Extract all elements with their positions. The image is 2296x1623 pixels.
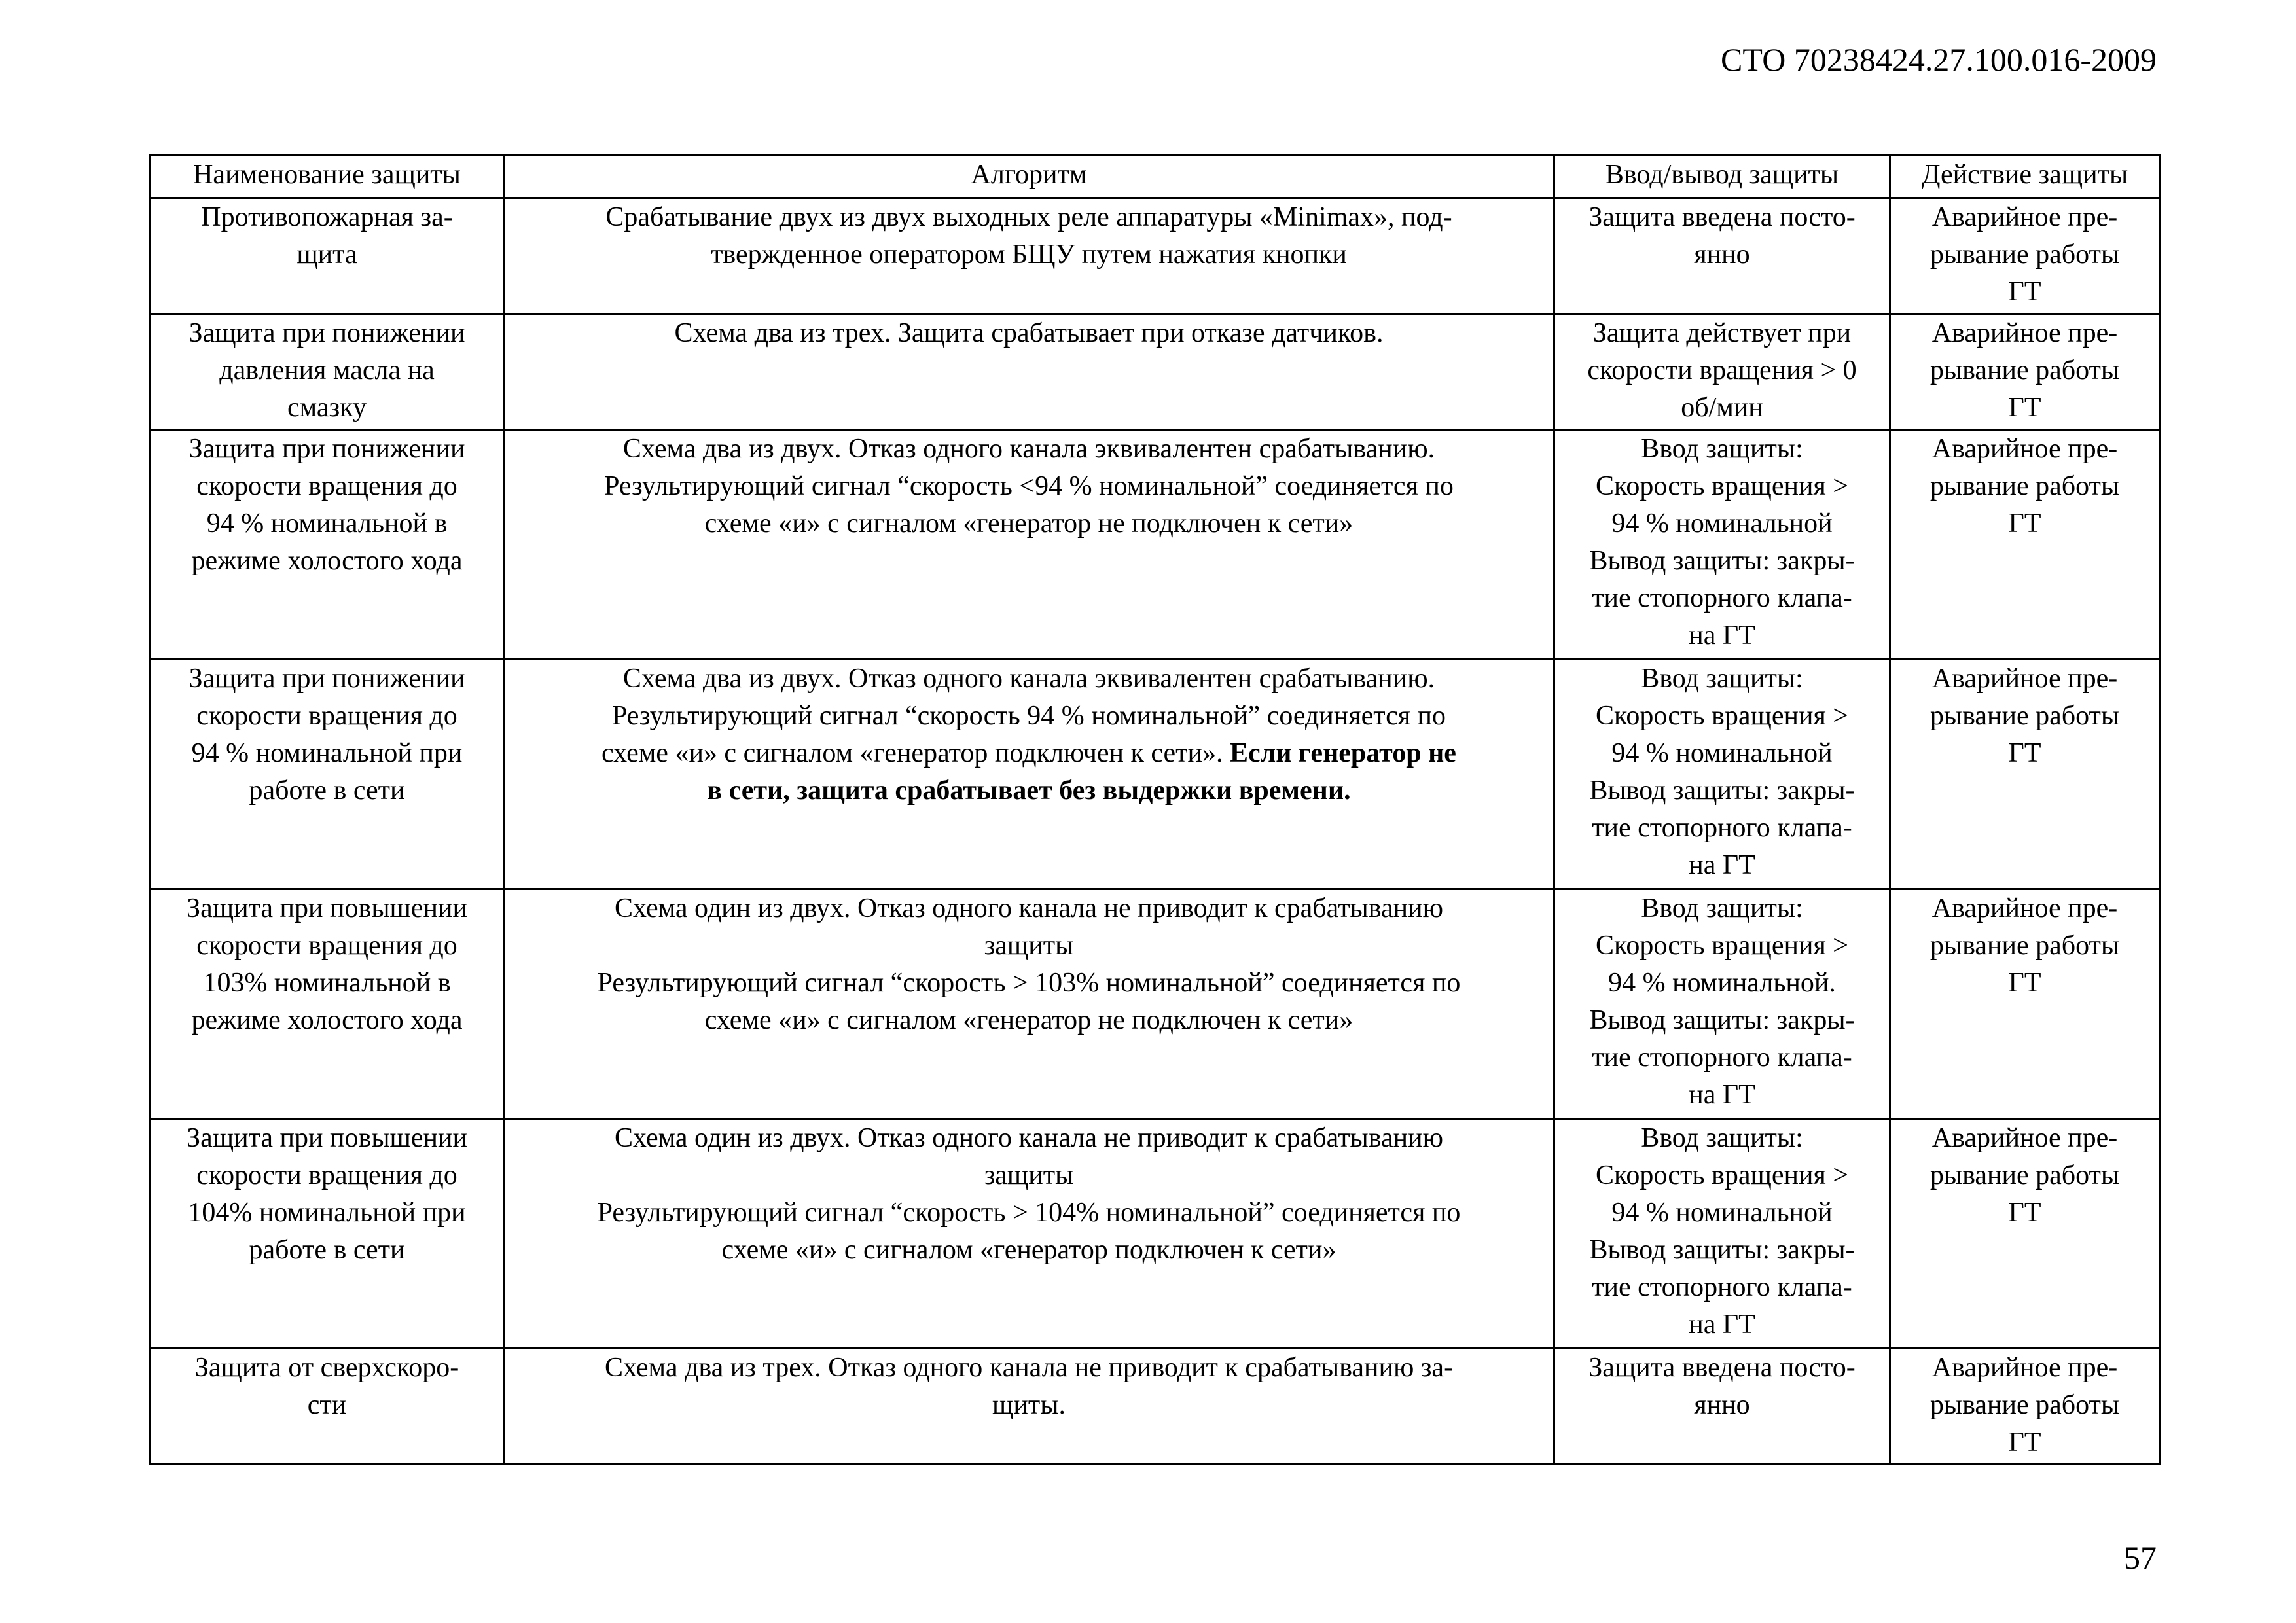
- algorithm-cell: [504, 889, 1554, 1119]
- algorithm-text: Схема два из трех. Отказ одного канала не приводит к срабатыванию за- щиты.: [604, 1353, 1454, 1420]
- column-header-algorithm: Алгоритм: [504, 156, 1554, 198]
- table-row: [151, 314, 2160, 430]
- protection-name-cell: Защита при понижении скорости вращения до 94 % номинальной в режиме холостого хода: [151, 430, 504, 660]
- document-code: СТО 70238424.27.100.016-2009: [1721, 41, 2157, 78]
- column-header-name: Наименование защиты: [151, 156, 504, 198]
- column-header-action: Действие защиты: [1890, 156, 2160, 198]
- io-cell: Ввод защиты: Скорость вращения > 94 % номинальной Вывод защиты: закры- тие стопорного клапа- на ГТ: [1554, 660, 1890, 889]
- io-cell: Ввод защиты: Скорость вращения > 94 % номинальной. Вывод защиты: закры- тие стопорного клапа- на ГТ: [1554, 889, 1890, 1119]
- action-cell: Аварийное пре- рывание работы ГТ: [1890, 889, 2160, 1119]
- algorithm-text: Схема два из двух. Отказ одного канала эквивалентен срабатыванию. Результирующий сигнал “скорость 94 % номинальной” соединяется по схеме «и» с сигналом «генератор подключен к сети».: [601, 664, 1446, 768]
- table-row: [151, 1119, 2160, 1349]
- algorithm-cell: [504, 1119, 1554, 1349]
- protection-name-cell: Защита при понижении скорости вращения до 94 % номинальной при работе в сети: [151, 660, 504, 889]
- io-cell: Защита введена посто- янно: [1554, 1349, 1890, 1465]
- protection-name-cell: Защита при повышении скорости вращения до 103% номинальной в режиме холостого хода: [151, 889, 504, 1119]
- action-cell: Аварийное пре- рывание работы ГТ: [1890, 430, 2160, 660]
- algorithm-cell: [504, 1349, 1554, 1465]
- action-cell: Аварийное пре- рывание работы ГТ: [1890, 1119, 2160, 1349]
- action-cell: Аварийное пре- рывание работы ГТ: [1890, 314, 2160, 430]
- protection-table: [149, 154, 2161, 1465]
- protection-name-cell: Защита при повышении скорости вращения до 104% номинальной при работе в сети: [151, 1119, 504, 1349]
- algorithm-bold-text: Если генератор не в сети, защита срабатывает без выдержки времени.: [707, 738, 1456, 806]
- action-cell: Аварийное пре- рывание работы ГТ: [1890, 660, 2160, 889]
- table-row: [151, 660, 2160, 889]
- table-header-row: [151, 156, 2160, 198]
- page-number: 57: [2124, 1539, 2157, 1576]
- action-cell: Аварийное пре- рывание работы ГТ: [1890, 198, 2160, 314]
- io-cell: Ввод защиты: Скорость вращения > 94 % номинальной Вывод защиты: закры- тие стопорного клапа- на ГТ: [1554, 430, 1890, 660]
- protection-name-cell: Защита от сверхскоро- сти: [151, 1349, 504, 1465]
- algorithm-text: Схема один из двух. Отказ одного канала не приводит к срабатыванию защиты Результирующий сигнал “скорость > 104% номинальной” соединяется по схеме «и» с сигналом «генератор подключен к сети»: [597, 1123, 1461, 1265]
- io-cell: Защита введена посто- янно: [1554, 198, 1890, 314]
- action-cell: Аварийное пре- рывание работы ГТ: [1890, 1349, 2160, 1465]
- algorithm-text: Срабатывание двух из двух выходных реле аппаратуры «Minimax», под- твержденное оператором БЩУ путем нажатия кнопки: [605, 202, 1452, 270]
- protection-name-cell: Защита при понижении давления масла на смазку: [151, 314, 504, 430]
- table-row: [151, 198, 2160, 314]
- table-row: [151, 1349, 2160, 1465]
- algorithm-text: Схема два из двух. Отказ одного канала эквивалентен срабатыванию. Результирующий сигнал “скорость <94 % номинальной” соединяется по схеме «и» с сигналом «генератор не подключен к сети»: [604, 434, 1454, 539]
- algorithm-text: Схема один из двух. Отказ одного канала не приводит к срабатыванию защиты Результирующий сигнал “скорость > 103% номинальной” соединяется по схеме «и» с сигналом «генератор не подключен к сети»: [597, 893, 1461, 1035]
- table-row: [151, 430, 2160, 660]
- algorithm-cell: [504, 660, 1554, 889]
- algorithm-cell: [504, 314, 1554, 430]
- algorithm-cell: [504, 198, 1554, 314]
- algorithm-cell: [504, 430, 1554, 660]
- table-row: [151, 889, 2160, 1119]
- io-cell: Защита действует при скорости вращения > 0 об/мин: [1554, 314, 1890, 430]
- io-cell: Ввод защиты: Скорость вращения > 94 % номинальной Вывод защиты: закры- тие стопорного клапа- на ГТ: [1554, 1119, 1890, 1349]
- algorithm-text: Схема два из трех. Защита срабатывает при отказе датчиков.: [674, 318, 1384, 348]
- protection-name-cell: Противопожарная за- щита: [151, 198, 504, 314]
- column-header-io: Ввод/вывод защиты: [1554, 156, 1890, 198]
